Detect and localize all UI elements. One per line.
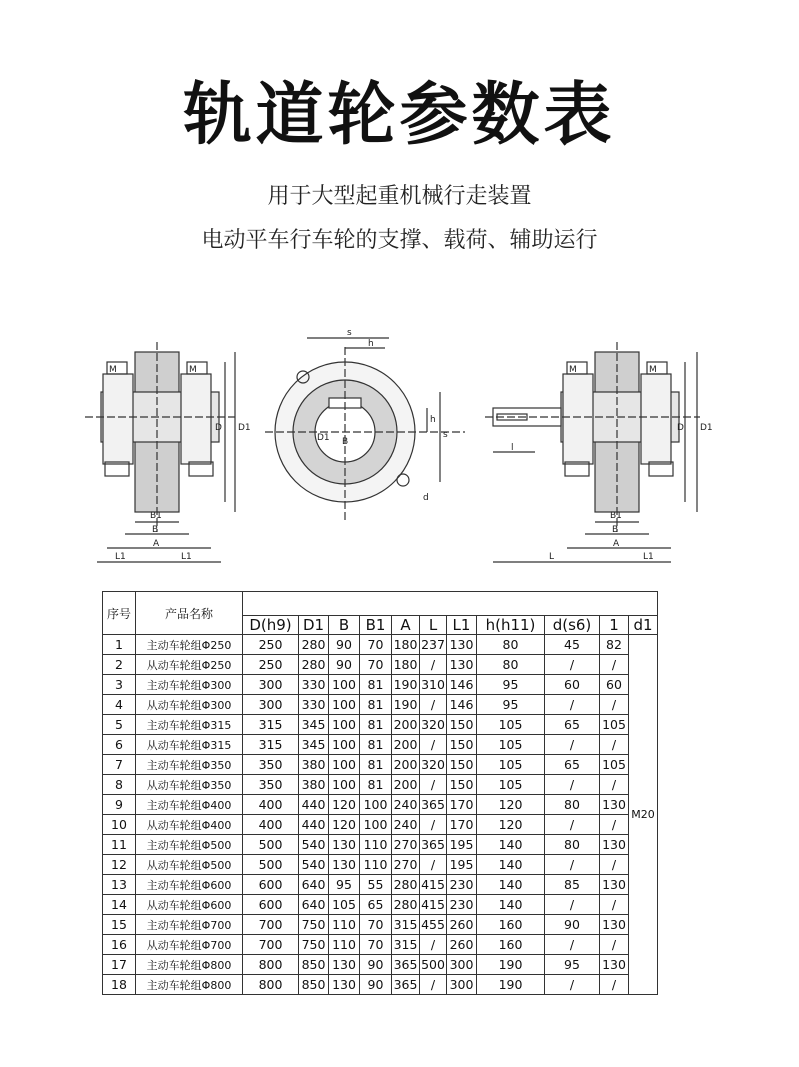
table-cell: 82 bbox=[600, 635, 629, 655]
label-s-side: s bbox=[443, 430, 448, 440]
table-row bbox=[103, 855, 658, 875]
table-cell: 130 bbox=[447, 635, 477, 655]
row-product-name: 主动车轮组Φ800 bbox=[136, 955, 243, 975]
col-d-h9: D(h9) bbox=[243, 616, 299, 635]
wheel-assembly-drawings bbox=[85, 322, 715, 572]
table-cell: 200 bbox=[392, 755, 420, 775]
table-cell: / bbox=[545, 975, 600, 995]
table-cell: 70 bbox=[360, 915, 392, 935]
row-seq: 14 bbox=[103, 895, 136, 915]
table-cell: / bbox=[420, 775, 447, 795]
table-cell: 365 bbox=[420, 835, 447, 855]
table-cell: / bbox=[420, 655, 447, 675]
table-cell: 146 bbox=[447, 695, 477, 715]
table-cell: 100 bbox=[360, 815, 392, 835]
table-cell: 150 bbox=[447, 735, 477, 755]
row-product-name: 主动车轮组Φ800 bbox=[136, 975, 243, 995]
table-cell: 455 bbox=[420, 915, 447, 935]
table-cell: 180 bbox=[392, 655, 420, 675]
table-cell: 105 bbox=[329, 895, 360, 915]
row-product-name: 从动车轮组Φ300 bbox=[136, 695, 243, 715]
header-blank bbox=[243, 592, 658, 616]
table-cell: 120 bbox=[329, 795, 360, 815]
table-cell: 800 bbox=[243, 975, 299, 995]
table-cell: / bbox=[545, 855, 600, 875]
table-cell: 380 bbox=[299, 755, 329, 775]
col-a: A bbox=[392, 616, 420, 635]
table-cell: 105 bbox=[600, 755, 629, 775]
table-cell: 190 bbox=[392, 675, 420, 695]
header-name: 产品名称 bbox=[136, 592, 243, 635]
table-cell: 95 bbox=[545, 955, 600, 975]
table-cell: / bbox=[600, 655, 629, 675]
table-cell: 120 bbox=[329, 815, 360, 835]
page-title: 轨道轮参数表 bbox=[183, 76, 616, 155]
table-cell: 110 bbox=[360, 835, 392, 855]
subtitle-line-1: 用于大型起重机械行走装置 bbox=[267, 184, 532, 209]
label-m-left: M bbox=[109, 365, 117, 375]
table-cell: 150 bbox=[447, 715, 477, 735]
table-cell: 540 bbox=[299, 855, 329, 875]
table-cell: 90 bbox=[360, 955, 392, 975]
table-cell: 90 bbox=[329, 635, 360, 655]
table-cell: 800 bbox=[243, 955, 299, 975]
table-row bbox=[103, 975, 658, 995]
row-product-name: 主动车轮组Φ315 bbox=[136, 715, 243, 735]
table-cell: / bbox=[545, 775, 600, 795]
table-cell: 130 bbox=[600, 835, 629, 855]
label-a-r: A bbox=[613, 539, 620, 549]
table-cell: 81 bbox=[360, 715, 392, 735]
table-cell: 110 bbox=[329, 935, 360, 955]
table-cell: 415 bbox=[420, 895, 447, 915]
row-product-name: 主动车轮组Φ350 bbox=[136, 755, 243, 775]
table-cell: 315 bbox=[243, 715, 299, 735]
table-cell: 280 bbox=[392, 895, 420, 915]
table-cell: 700 bbox=[243, 935, 299, 955]
table-row bbox=[103, 935, 658, 955]
table-cell: 105 bbox=[477, 775, 545, 795]
spec-table-body bbox=[103, 635, 658, 995]
row-seq: 9 bbox=[103, 795, 136, 815]
table-cell: 365 bbox=[392, 955, 420, 975]
label-d: D bbox=[215, 423, 222, 433]
table-cell: 80 bbox=[545, 835, 600, 855]
table-cell: 400 bbox=[243, 795, 299, 815]
table-cell: 700 bbox=[243, 915, 299, 935]
row-seq: 13 bbox=[103, 875, 136, 895]
table-cell: 180 bbox=[392, 635, 420, 655]
col-l: L bbox=[420, 616, 447, 635]
table-cell: 105 bbox=[600, 715, 629, 735]
table-cell: 100 bbox=[329, 675, 360, 695]
table-cell: 350 bbox=[243, 755, 299, 775]
table-cell: 190 bbox=[477, 975, 545, 995]
table-cell: 365 bbox=[392, 975, 420, 995]
table-cell: 230 bbox=[447, 875, 477, 895]
row-seq: 8 bbox=[103, 775, 136, 795]
table-row bbox=[103, 815, 658, 835]
table-cell: 750 bbox=[299, 935, 329, 955]
table-cell: 70 bbox=[360, 635, 392, 655]
label-s-top: s bbox=[347, 328, 352, 338]
table-cell: 310 bbox=[420, 675, 447, 695]
table-cell: 130 bbox=[447, 655, 477, 675]
table-cell: 130 bbox=[600, 795, 629, 815]
table-cell: 345 bbox=[299, 715, 329, 735]
table-cell: / bbox=[600, 855, 629, 875]
row-product-name: 主动车轮组Φ400 bbox=[136, 795, 243, 815]
table-cell: 300 bbox=[447, 975, 477, 995]
table-cell: / bbox=[600, 695, 629, 715]
table-cell: 240 bbox=[392, 795, 420, 815]
table-cell: 55 bbox=[360, 875, 392, 895]
table-cell: 90 bbox=[360, 975, 392, 995]
table-cell: 65 bbox=[545, 755, 600, 775]
table-cell: 100 bbox=[329, 755, 360, 775]
label-d1: D1 bbox=[238, 423, 251, 433]
table-cell: 90 bbox=[545, 915, 600, 935]
table-cell: 315 bbox=[243, 735, 299, 755]
table-cell: 105 bbox=[477, 735, 545, 755]
table-cell: 100 bbox=[329, 695, 360, 715]
technical-drawing bbox=[85, 322, 715, 572]
table-cell: 600 bbox=[243, 875, 299, 895]
table-cell: 100 bbox=[329, 715, 360, 735]
table-cell: / bbox=[600, 735, 629, 755]
row-seq: 17 bbox=[103, 955, 136, 975]
label-l-r: L bbox=[549, 552, 555, 562]
table-cell: 190 bbox=[477, 955, 545, 975]
table-cell: / bbox=[600, 935, 629, 955]
table-cell: 81 bbox=[360, 695, 392, 715]
label-a: A bbox=[153, 539, 160, 549]
row-seq: 3 bbox=[103, 675, 136, 695]
table-cell: 320 bbox=[420, 715, 447, 735]
table-cell: 195 bbox=[447, 855, 477, 875]
col-d-s6: d(s6) bbox=[545, 616, 600, 635]
table-cell: 65 bbox=[545, 715, 600, 735]
table-cell: 300 bbox=[447, 955, 477, 975]
table-row bbox=[103, 635, 658, 655]
table-cell: / bbox=[545, 695, 600, 715]
table-cell: 140 bbox=[477, 875, 545, 895]
table-cell: / bbox=[420, 695, 447, 715]
table-row bbox=[103, 675, 658, 695]
row-product-name: 从动车轮组Φ400 bbox=[136, 815, 243, 835]
table-cell: 60 bbox=[545, 675, 600, 695]
table-cell: 81 bbox=[360, 735, 392, 755]
row-seq: 5 bbox=[103, 715, 136, 735]
table-cell: 95 bbox=[477, 675, 545, 695]
table-cell: / bbox=[600, 775, 629, 795]
table-cell: 640 bbox=[299, 895, 329, 915]
table-cell: 140 bbox=[477, 835, 545, 855]
row-product-name: 从动车轮组Φ600 bbox=[136, 895, 243, 915]
right-view bbox=[485, 342, 700, 562]
table-row bbox=[103, 875, 658, 895]
table-cell: 150 bbox=[447, 775, 477, 795]
table-cell: 850 bbox=[299, 955, 329, 975]
col-l1: L1 bbox=[447, 616, 477, 635]
col-b: B bbox=[329, 616, 360, 635]
table-cell: / bbox=[420, 855, 447, 875]
table-cell: 240 bbox=[392, 815, 420, 835]
table-row bbox=[103, 775, 658, 795]
table-cell: 170 bbox=[447, 815, 477, 835]
table-cell: / bbox=[545, 735, 600, 755]
table-row bbox=[103, 695, 658, 715]
table-row bbox=[103, 655, 658, 675]
table-cell: 150 bbox=[447, 755, 477, 775]
table-cell: 280 bbox=[299, 655, 329, 675]
table-cell: 81 bbox=[360, 755, 392, 775]
table-cell: 130 bbox=[329, 955, 360, 975]
col-d1: D1 bbox=[299, 616, 329, 635]
left-view bbox=[85, 342, 235, 562]
table-cell: 315 bbox=[392, 935, 420, 955]
table-cell: 130 bbox=[329, 975, 360, 995]
table-cell: 260 bbox=[447, 935, 477, 955]
table-cell: 500 bbox=[420, 955, 447, 975]
label-b1-r: B1 bbox=[610, 511, 622, 521]
table-row bbox=[103, 795, 658, 815]
table-cell: 350 bbox=[243, 775, 299, 795]
table-cell: 640 bbox=[299, 875, 329, 895]
row-seq: 4 bbox=[103, 695, 136, 715]
label-h-top: h bbox=[368, 339, 374, 349]
label-d1-r: D1 bbox=[700, 423, 713, 433]
table-cell: / bbox=[545, 655, 600, 675]
row-seq: 6 bbox=[103, 735, 136, 755]
table-cell: 600 bbox=[243, 895, 299, 915]
label-b-center: B bbox=[342, 437, 349, 447]
table-cell: 146 bbox=[447, 675, 477, 695]
table-cell: 190 bbox=[392, 695, 420, 715]
row-product-name: 从动车轮组Φ250 bbox=[136, 655, 243, 675]
table-cell: 160 bbox=[477, 935, 545, 955]
table-row bbox=[103, 895, 658, 915]
table-cell: 105 bbox=[477, 755, 545, 775]
label-b: B bbox=[152, 525, 159, 535]
table-cell: 540 bbox=[299, 835, 329, 855]
row-seq: 10 bbox=[103, 815, 136, 835]
table-cell: 100 bbox=[329, 775, 360, 795]
table-cell: 85 bbox=[545, 875, 600, 895]
table-cell: 70 bbox=[360, 655, 392, 675]
table-cell: 100 bbox=[360, 795, 392, 815]
label-l1-r: L1 bbox=[643, 552, 654, 562]
table-cell: 120 bbox=[477, 815, 545, 835]
table-cell: 270 bbox=[392, 835, 420, 855]
table-cell: 500 bbox=[243, 835, 299, 855]
table-cell: / bbox=[545, 815, 600, 835]
table-cell: 130 bbox=[600, 875, 629, 895]
table-cell: 130 bbox=[329, 855, 360, 875]
table-cell: 45 bbox=[545, 635, 600, 655]
table-cell: 80 bbox=[477, 655, 545, 675]
table-cell: / bbox=[420, 935, 447, 955]
label-m-left-r: M bbox=[569, 365, 577, 375]
row-product-name: 主动车轮组Φ700 bbox=[136, 915, 243, 935]
table-cell: 300 bbox=[243, 695, 299, 715]
table-cell: 95 bbox=[477, 695, 545, 715]
table-cell: 415 bbox=[420, 875, 447, 895]
label-l1-left: L1 bbox=[115, 552, 126, 562]
row-seq: 11 bbox=[103, 835, 136, 855]
col-d1-thread: d1 bbox=[629, 616, 658, 635]
table-cell: 100 bbox=[329, 735, 360, 755]
row-seq: 2 bbox=[103, 655, 136, 675]
table-cell: 365 bbox=[420, 795, 447, 815]
table-cell: 237 bbox=[420, 635, 447, 655]
table-cell: 160 bbox=[477, 915, 545, 935]
row-seq: 12 bbox=[103, 855, 136, 875]
row-product-name: 主动车轮组Φ300 bbox=[136, 675, 243, 695]
label-b-r: B bbox=[612, 525, 619, 535]
table-cell: 90 bbox=[329, 655, 360, 675]
label-d-r: D bbox=[677, 423, 684, 433]
col-h-h11: h(h11) bbox=[477, 616, 545, 635]
table-cell: 170 bbox=[447, 795, 477, 815]
table-cell: 81 bbox=[360, 675, 392, 695]
table-cell: 440 bbox=[299, 795, 329, 815]
row-product-name: 从动车轮组Φ315 bbox=[136, 735, 243, 755]
table-cell: 81 bbox=[360, 775, 392, 795]
table-row bbox=[103, 915, 658, 935]
row-seq: 15 bbox=[103, 915, 136, 935]
label-d1-center: D1 bbox=[317, 433, 330, 443]
table-cell: / bbox=[420, 815, 447, 835]
table-cell: / bbox=[420, 975, 447, 995]
table-cell: 130 bbox=[600, 915, 629, 935]
row-product-name: 主动车轮组Φ500 bbox=[136, 835, 243, 855]
table-cell: / bbox=[600, 895, 629, 915]
row-seq: 7 bbox=[103, 755, 136, 775]
table-cell: 130 bbox=[329, 835, 360, 855]
table-cell: 400 bbox=[243, 815, 299, 835]
row-product-name: 主动车轮组Φ250 bbox=[136, 635, 243, 655]
table-row bbox=[103, 735, 658, 755]
table-cell: 230 bbox=[447, 895, 477, 915]
d1-merged-cell: M20 bbox=[629, 635, 658, 995]
table-cell: 250 bbox=[243, 635, 299, 655]
header-seq: 序号 bbox=[103, 592, 136, 635]
table-cell: 65 bbox=[360, 895, 392, 915]
table-row bbox=[103, 755, 658, 775]
table-cell: 750 bbox=[299, 915, 329, 935]
label-h-side: h bbox=[430, 415, 436, 425]
row-product-name: 从动车轮组Φ350 bbox=[136, 775, 243, 795]
row-seq: 18 bbox=[103, 975, 136, 995]
table-cell: 105 bbox=[477, 715, 545, 735]
table-cell: / bbox=[600, 975, 629, 995]
table-cell: / bbox=[545, 895, 600, 915]
table-cell: 315 bbox=[392, 915, 420, 935]
table-row bbox=[103, 835, 658, 855]
spec-table bbox=[102, 591, 658, 995]
subtitle-line-2: 电动平车行车轮的支撑、载荷、辅助运行 bbox=[201, 228, 598, 253]
row-seq: 1 bbox=[103, 635, 136, 655]
table-cell: 320 bbox=[420, 755, 447, 775]
label-m-right-r: M bbox=[649, 365, 657, 375]
table-row bbox=[103, 715, 658, 735]
table-cell: 200 bbox=[392, 775, 420, 795]
center-view bbox=[265, 338, 465, 522]
table-cell: 140 bbox=[477, 895, 545, 915]
row-product-name: 从动车轮组Φ500 bbox=[136, 855, 243, 875]
table-row bbox=[103, 955, 658, 975]
col-1: 1 bbox=[600, 616, 629, 635]
table-cell: 330 bbox=[299, 695, 329, 715]
table-cell: / bbox=[545, 935, 600, 955]
table-cell: 300 bbox=[243, 675, 299, 695]
label-l1-right: L1 bbox=[181, 552, 192, 562]
table-cell: 280 bbox=[392, 875, 420, 895]
label-b1: B1 bbox=[150, 511, 162, 521]
row-product-name: 从动车轮组Φ700 bbox=[136, 935, 243, 955]
table-cell: 345 bbox=[299, 735, 329, 755]
table-cell: 110 bbox=[329, 915, 360, 935]
table-cell: 60 bbox=[600, 675, 629, 695]
table-cell: 200 bbox=[392, 735, 420, 755]
table-cell: 110 bbox=[360, 855, 392, 875]
row-product-name: 主动车轮组Φ600 bbox=[136, 875, 243, 895]
table-cell: 95 bbox=[329, 875, 360, 895]
table-cell: 130 bbox=[600, 955, 629, 975]
label-m-right: M bbox=[189, 365, 197, 375]
table-cell: / bbox=[420, 735, 447, 755]
table-cell: 280 bbox=[299, 635, 329, 655]
table-cell: 380 bbox=[299, 775, 329, 795]
row-seq: 16 bbox=[103, 935, 136, 955]
label-l-small: l bbox=[511, 443, 514, 453]
table-cell: 270 bbox=[392, 855, 420, 875]
table-cell: 330 bbox=[299, 675, 329, 695]
col-b1: B1 bbox=[360, 616, 392, 635]
table-cell: 500 bbox=[243, 855, 299, 875]
table-cell: 850 bbox=[299, 975, 329, 995]
table-cell: 250 bbox=[243, 655, 299, 675]
table-cell: / bbox=[600, 815, 629, 835]
table-cell: 440 bbox=[299, 815, 329, 835]
table-cell: 70 bbox=[360, 935, 392, 955]
table-cell: 120 bbox=[477, 795, 545, 815]
table-cell: 260 bbox=[447, 915, 477, 935]
label-d-center: d bbox=[423, 493, 429, 503]
table-cell: 140 bbox=[477, 855, 545, 875]
table-cell: 80 bbox=[545, 795, 600, 815]
table-cell: 195 bbox=[447, 835, 477, 855]
table-cell: 200 bbox=[392, 715, 420, 735]
table-cell: 80 bbox=[477, 635, 545, 655]
